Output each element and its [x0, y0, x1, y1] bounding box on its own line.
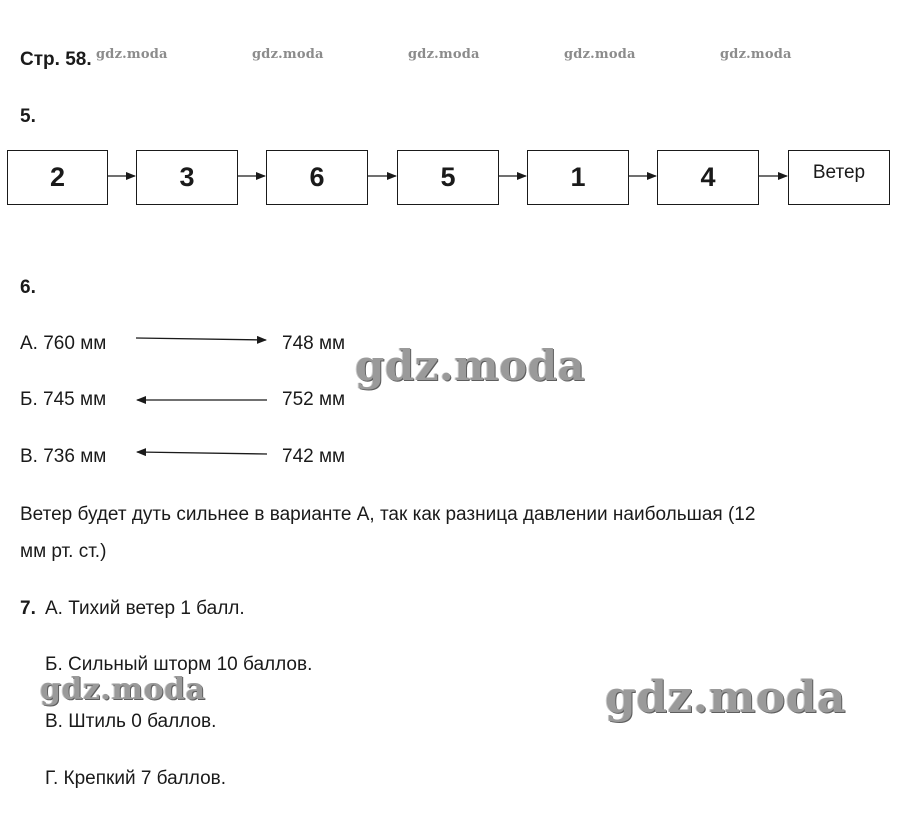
wind-scale-item: А. Тихий ветер 1 балл. — [45, 598, 245, 619]
task7-number: 7. — [20, 598, 36, 619]
sequence-value: 4 — [700, 162, 716, 192]
conclusion-text: мм рт. ст.) — [20, 541, 107, 562]
watermark: gdz.moda — [40, 672, 206, 707]
task5-number: 5. — [20, 106, 36, 127]
pressure-end: 748 мм — [282, 333, 346, 354]
watermark: gdz.moda — [252, 47, 324, 62]
sequence-value: 1 — [570, 162, 586, 192]
sequence-value: 5 — [440, 162, 456, 192]
sequence-value: 3 — [179, 162, 195, 192]
pressure-arrow-right — [136, 338, 266, 340]
pressure-end: 752 мм — [282, 389, 346, 410]
wind-scale-item: Б. Сильный шторм 10 баллов. — [45, 654, 313, 675]
page-label: Стр. 58. — [20, 49, 92, 70]
pressure-end: 742 мм — [282, 446, 346, 467]
sequence-value: 2 — [49, 162, 66, 192]
wind-scale-item: Г. Крепкий 7 баллов. — [45, 768, 227, 789]
watermark: gdz.moda — [605, 672, 847, 723]
wind-scale-item: В. Штиль 0 баллов. — [45, 711, 217, 732]
watermark: gdz.moda — [408, 47, 480, 62]
watermark: gdz.moda — [564, 47, 636, 62]
pressure-start: Б. 745 мм — [20, 389, 107, 410]
pressure-start: В. 736 мм — [20, 446, 107, 467]
pressure-start: А. 760 мм — [20, 333, 107, 354]
watermark: gdz.moda — [355, 341, 586, 390]
sequence-value: 6 — [309, 162, 325, 192]
watermark: gdz.moda — [720, 47, 792, 62]
conclusion-text: Ветер будет дуть сильнее в варианте А, так как разница давлении наибольшая (12 — [20, 504, 756, 525]
sequence-end-label: Ветер — [812, 161, 866, 183]
task6-number: 6. — [20, 277, 36, 298]
watermark: gdz.moda — [96, 47, 168, 62]
pressure-arrow-left — [137, 452, 267, 454]
